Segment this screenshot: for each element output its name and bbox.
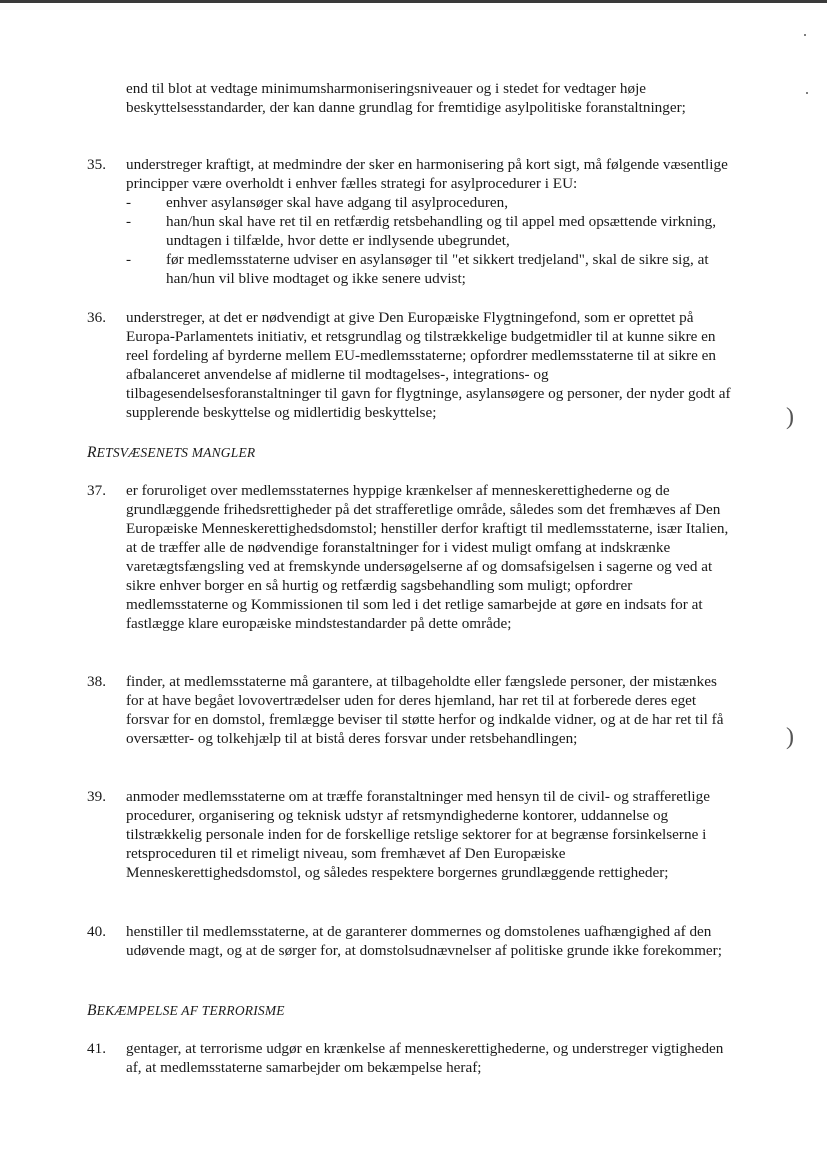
heading-initial: B — [87, 1002, 97, 1019]
paragraph-number: 40. — [87, 923, 106, 940]
paragraph-39 — [87, 787, 737, 882]
bullet-item: - før medlemsstaterne udviser en asylansøger til "et sikkert tredjeland", skal de sikre sig, at han/hun vil blive modtaget og ikke senere udvist; — [126, 250, 737, 288]
margin-hole-mark: ) — [786, 404, 794, 430]
paragraph-number: 41. — [87, 1040, 106, 1057]
paragraph-number: 38. — [87, 673, 106, 690]
scan-speck — [804, 34, 806, 36]
paragraph-text: understreger kraftigt, at medmindre der sker en harmonisering på kort sigt, må følgende væsentlige principper være overholdt i enhver fælles strategi for asylprocedurer i EU: — [126, 156, 728, 192]
scan-top-border — [0, 0, 827, 3]
paragraph-number: 35. — [87, 156, 106, 173]
paragraph-text: henstiller til medlemsstaterne, at de garanterer dommernes og domstolenes uafhængighed af den udøvende magt, og at de sørger for, at domstolsudnævnelser af politiske grunde ikke forekommer; — [126, 923, 722, 959]
paragraph-36 — [87, 308, 737, 422]
heading-rest: EKÆMPELSE AF TERRORISME — [96, 1003, 285, 1018]
paragraph-text: understreger, at det er nødvendigt at give Den Europæiske Flygtningefond, som er oprettet på Europa-Parlamentets initiativ, et retsgrundlag og tilstrækkelige budgetmidler til at kunne sikre en reel fordeling af byrderne mellem EU-medlemsstaterne; opfordrer medlemsstaterne til at sikre en afbalanceret anvendelse af midlerne til modtagelses-, integrations- og tilbagesendelsesforanstaltninger til gavn for flygtninge, asylansøgere og personer, der nyder godt af supplerende beskyttelse og midlertidig beskyttelse; — [126, 309, 731, 421]
section-heading-terrorisme — [87, 1001, 285, 1020]
paragraph-38 — [87, 672, 737, 748]
paragraph-35 — [87, 155, 737, 288]
paragraph-number: 37. — [87, 482, 106, 499]
bullet-item: - enhver asylansøger skal have adgang til asylproceduren, — [126, 193, 737, 212]
heading-rest: ETSVÆSENETS MANGLER — [96, 445, 256, 460]
paragraph-text: anmoder medlemsstaterne om at træffe foranstaltninger med hensyn til de civil- og strafferetlige procedurer, organisering og teknisk udstyr af retsmyndighederne kontorer, uddannelse og tilstrækkelig personale inden for de forskellige retslige sektorer for at begrænse forsinkelserne i retsproceduren til et rimeligt niveau, som fremhævet af Den Europæiske Menneskerettighedsdomstol, og således respektere borgernes grundlæggende rettigheder; — [126, 788, 710, 881]
paragraph-text: end til blot at vedtage minimumsharmoniseringsniveauer og i stedet for vedtager høje beskyttelsesstandarder, der kan danne grundlag for fremtidige asylpolitiske foranstaltninger; — [126, 80, 686, 116]
bullet-list — [126, 193, 737, 288]
bullet-item: - han/hun skal have ret til en retfærdig retsbehandling og til appel med opsættende virkning, undtagen i tilfælde, hvor dette er indlysende ubegrundet, — [126, 212, 737, 250]
section-heading-retsvaesen — [87, 443, 255, 462]
heading-initial: R — [87, 444, 97, 461]
paragraph-37 — [87, 481, 737, 633]
paragraph-number: 36. — [87, 309, 106, 326]
paragraph-41 — [87, 1039, 737, 1077]
continuation-text — [126, 79, 736, 117]
paragraph-40 — [87, 922, 737, 960]
paragraph-text: finder, at medlemsstaterne må garantere, at tilbageholdte eller fængslede personer, der mistænkes for at have begået lovovertrædelser uden for deres hjemland, har ret til at forberede deres eget forsvar for en domstol, fremlægge beviser til støtte herfor og indkalde vidner, og at de har ret til få oversætter- og tolkehjælp til at bistå deres forsvar under retsbehandlingen; — [126, 673, 724, 747]
paragraph-text: er foruroliget over medlemsstaternes hyppige krænkelser af menneskerettighederne og de grundlæggende frihedsrettigheder på det strafferetlige område, således som det fremhæves af Den Europæiske Menneskerettighedsdomstol; henstiller derfor kraftigt til medlemsstaterne, især Italien, at de træffer alle de nødvendige foranstaltninger for i videst muligt omfang at indskrænke varetægtsfængsling ved at fremskynde undersøgelserne af og domsafsigelsen i sagerne og ved at sikre enhver borger en så hurtig og retfærdig sagsbehandling som muligt; opfordrer medlemsstaterne og Kommissionen til som led i det retlige samarbejde at gøre en indsats for at fastlægge klare europæiske mindstestandarder på dette område; — [126, 482, 729, 632]
scan-speck — [806, 92, 808, 94]
margin-hole-mark: ) — [786, 724, 794, 750]
paragraph-text: gentager, at terrorisme udgør en krænkelse af menneskerettighederne, og understreger vigtigheden af, at medlemsstaterne samarbejder om bekæmpelse heraf; — [126, 1040, 724, 1076]
paragraph-number: 39. — [87, 788, 106, 805]
